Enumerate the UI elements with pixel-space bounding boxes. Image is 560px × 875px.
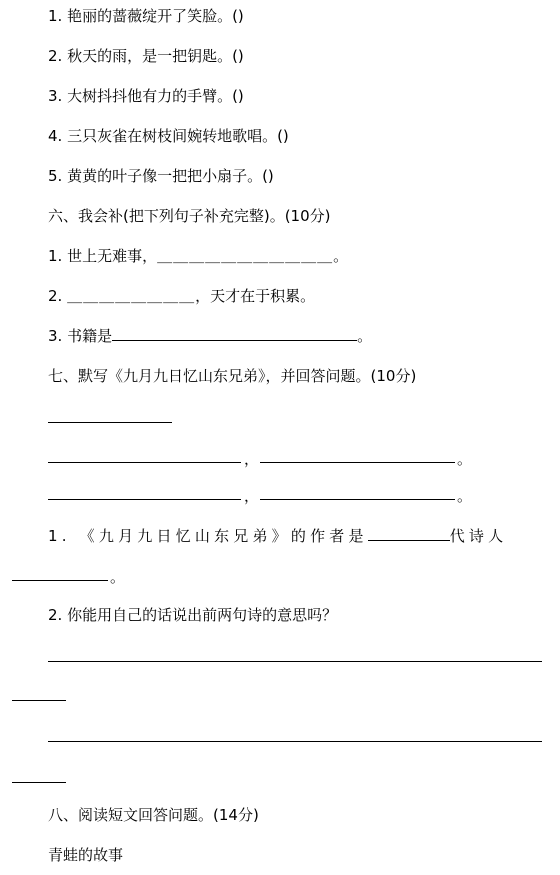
question-1-suffix: 代诗人 [449,527,508,545]
answer-line-1 [48,661,542,662]
poem-title-blank [48,422,172,423]
section-7-heading: 七、默写《九月九日忆山东兄弟》，并回答问题。(10分) [48,367,417,385]
question-1-end: 。 [110,568,126,586]
fill-item-3-prefix: 3. 书籍是 [48,327,113,345]
author-name-blank [12,580,108,581]
poem-line-3-blank [48,499,241,500]
poem-line-4-blank [260,499,455,500]
section-6-heading: 六、我会补(把下列句子补充完整)。(10分) [48,207,331,225]
fill-item-1-prefix: 1. 世上无难事， [48,247,158,265]
judge-item-1: 1. 艳丽的蔷薇绽开了笑脸。() [48,7,244,25]
poem-line-1-comma: ， [244,450,260,468]
answer-line-2 [48,741,542,742]
answer-line-1-cont [12,700,66,701]
fill-item-2-blank: ＿＿＿＿＿＿＿＿ [67,287,196,305]
fill-item-2 [48,286,315,306]
fill-item-1 [48,246,348,266]
answer-line-2-cont [12,782,66,783]
fill-item-3 [48,326,372,346]
poem-line-3-comma: ， [244,487,260,505]
question-1 [48,526,507,546]
fill-item-1-end: 。 [333,247,349,265]
section-8-heading: 八、阅读短文回答问题。(14分) [48,806,259,824]
question-1-text: 1. 《九月九日忆山东兄弟》的作者是 [48,527,368,545]
judge-item-5: 5. 黄黄的叶子像一把把小扇子。() [48,167,274,185]
fill-item-2-prefix: 2. [48,287,68,305]
poem-line-1-blank [48,462,241,463]
poem-line-4-period: 。 [457,487,473,505]
judge-item-4: 4. 三只灰雀在树枝间婉转地歌唱。() [48,127,289,145]
author-dynasty-blank [368,526,450,541]
poem-line-2-blank [260,462,455,463]
fill-item-3-end: 。 [357,327,373,345]
judge-item-3: 3. 大树抖抖他有力的手臂。() [48,87,244,105]
question-2: 2. 你能用自己的话说出前两句诗的意思吗？ [48,606,338,624]
fill-item-2-suffix: ，天才在于积累。 [195,287,316,305]
judge-item-2: 2. 秋天的雨，是一把钥匙。() [48,47,244,65]
fill-item-1-blank: ＿＿＿＿＿＿＿＿＿＿＿ [157,247,334,265]
poem-line-2-period: 。 [457,450,473,468]
story-title: 青蛙的故事 [48,846,124,864]
fill-item-3-blank [112,326,357,341]
